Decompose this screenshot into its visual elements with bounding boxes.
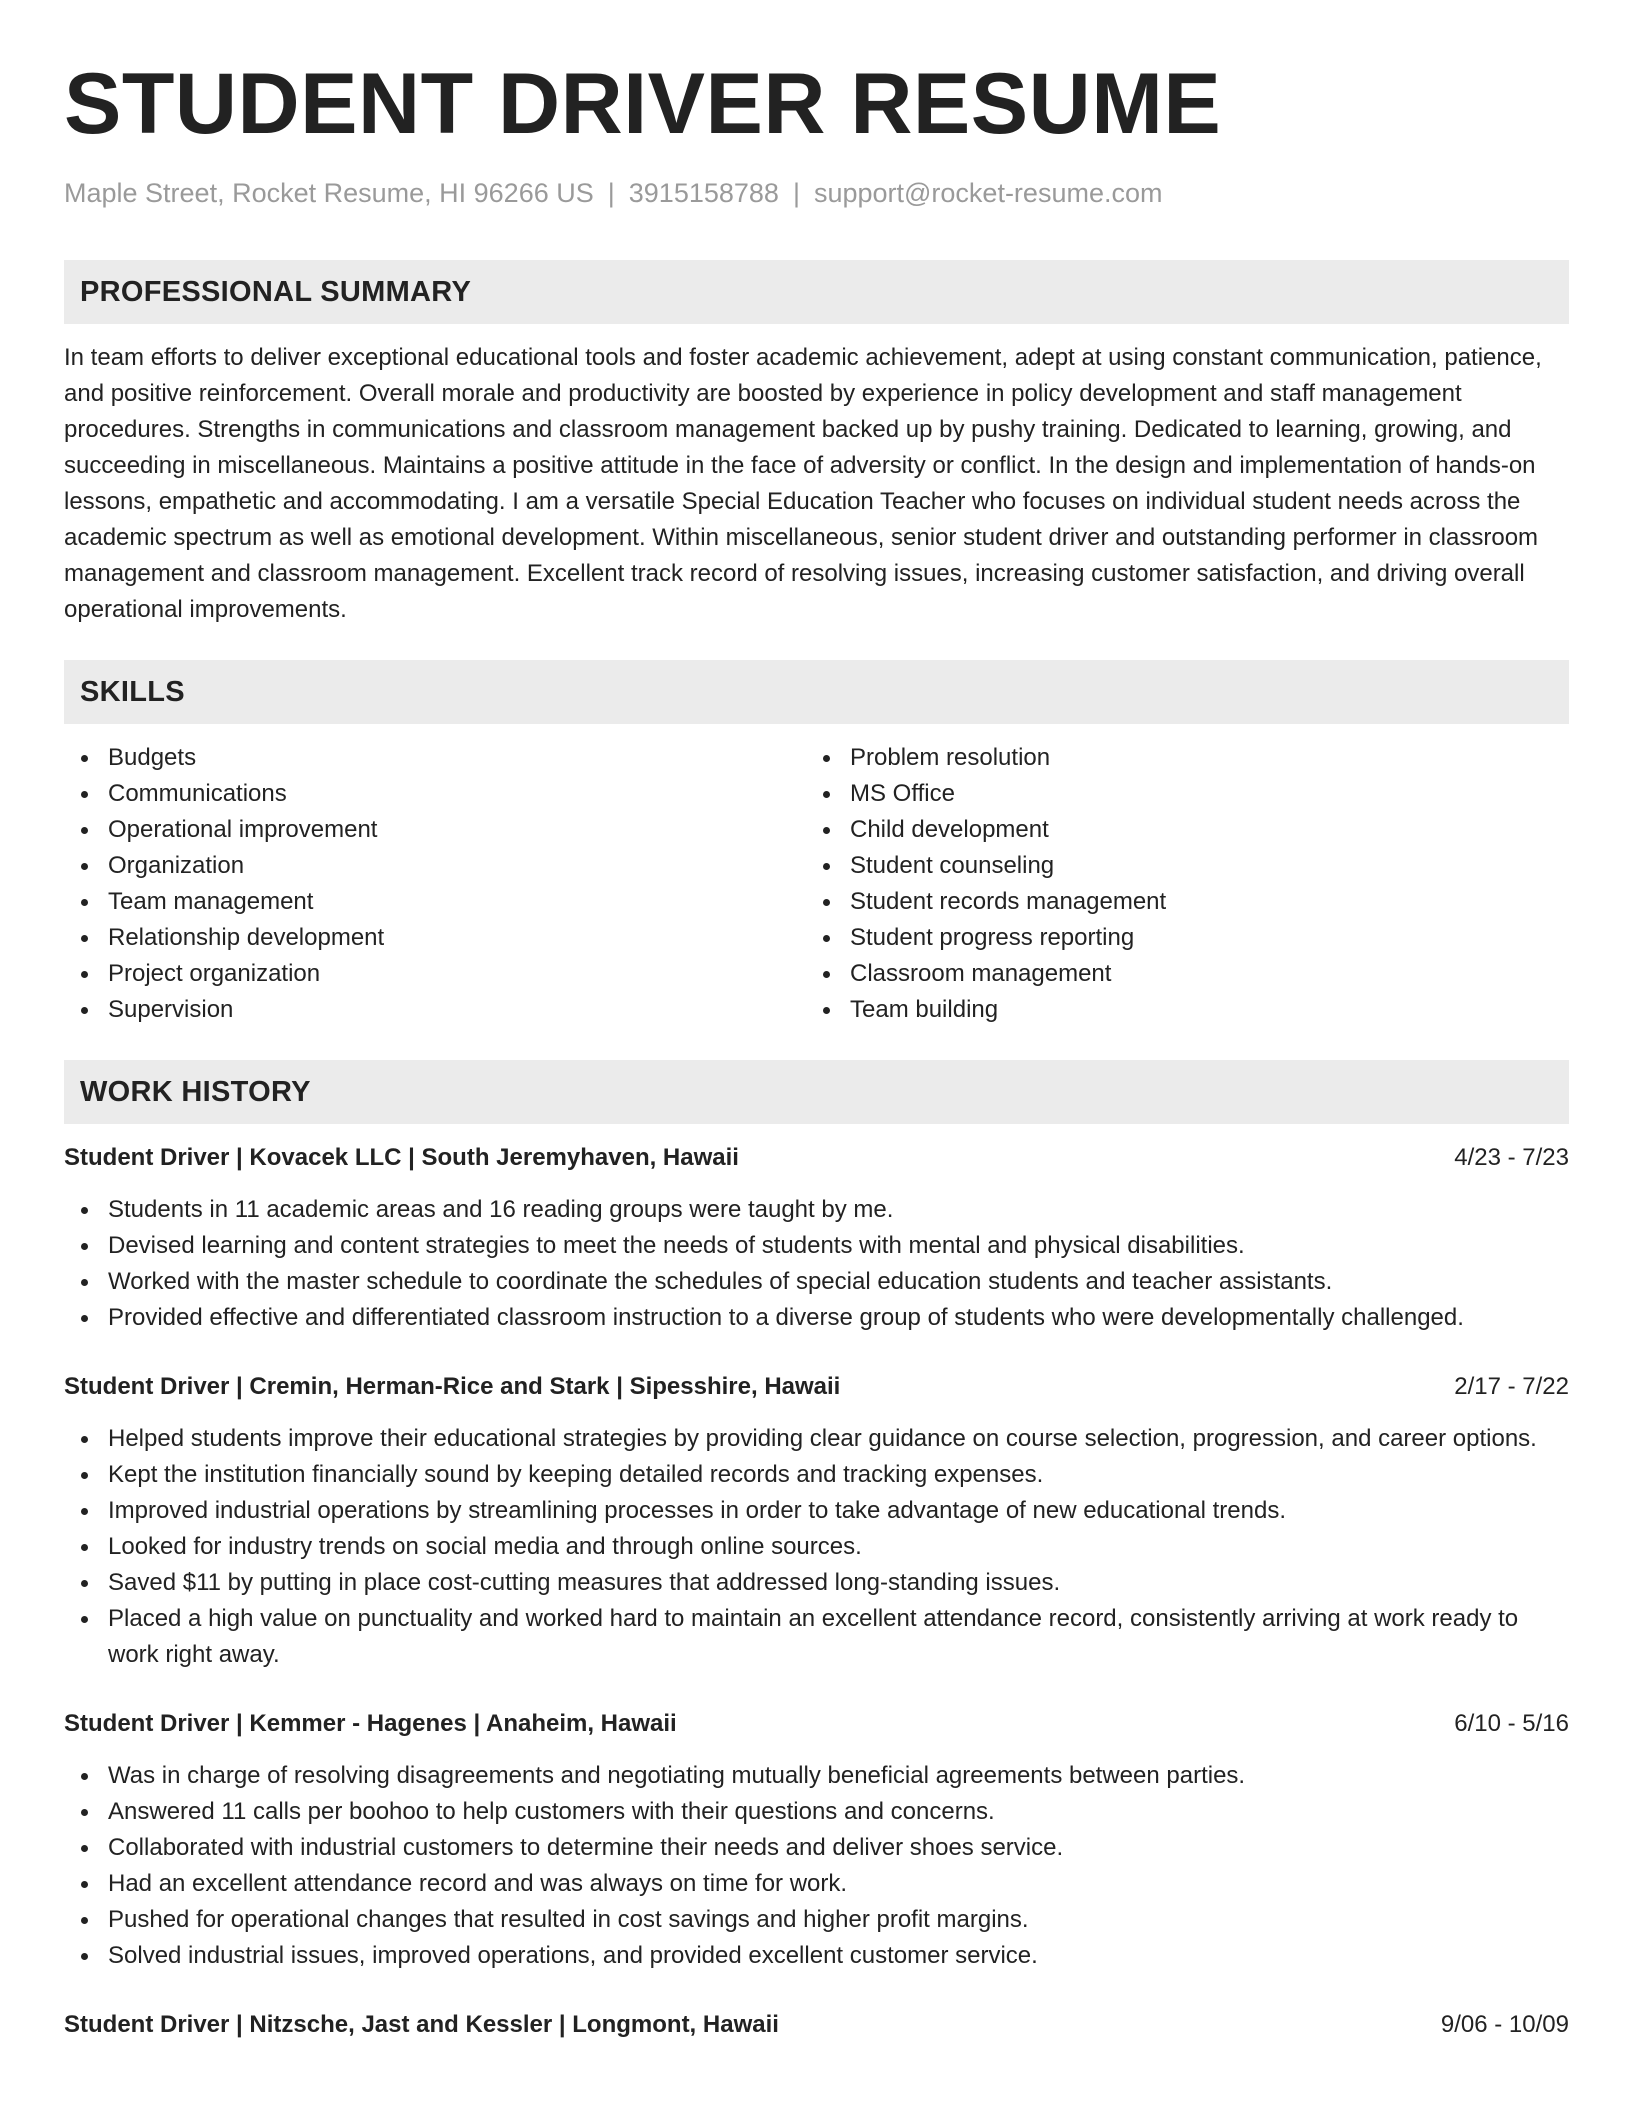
skills-column-left (64, 740, 806, 1028)
job-bullet: Kept the institution financially sound by keeping detailed records and tracking expenses. (64, 1457, 1569, 1493)
skill-item: Project organization (64, 956, 806, 992)
resume-title: STUDENT DRIVER RESUME (64, 56, 1222, 152)
job-bullet: Saved $11 by putting in place cost-cutting measures that addressed long-standing issues. (64, 1565, 1569, 1601)
job-bullet: Was in charge of resolving disagreements and negotiating mutually beneficial agreements between parties. (64, 1758, 1569, 1794)
skill-item: Organization (64, 848, 806, 884)
skill-item: MS Office (806, 776, 1548, 812)
skill-item: Communications (64, 776, 806, 812)
skill-item: Problem resolution (806, 740, 1548, 776)
job-dates: 9/06 - 10/09 (1440, 2011, 1569, 2038)
job-entry (64, 2007, 1569, 2043)
job-title: Student Driver | Cremin, Herman-Rice and Stark | Sipesshire, Hawaii (64, 1373, 841, 1400)
job-header (64, 1706, 1569, 1742)
contact-line (64, 176, 1569, 210)
job-bullet: Improved industrial operations by streamlining processes in order to take advantage of new educational trends. (64, 1493, 1569, 1529)
job-header (64, 1140, 1569, 1176)
job-bullet: Solved industrial issues, improved operations, and provided excellent customer service. (64, 1938, 1569, 1974)
job-bullet: Answered 11 calls per boohoo to help customers with their questions and concerns. (64, 1794, 1569, 1830)
job-bullet: Provided effective and differentiated classroom instruction to a diverse group of students who were developmentally challenged. (64, 1300, 1569, 1336)
skill-item: Budgets (64, 740, 806, 776)
job-bullet: Helped students improve their educational strategies by providing clear guidance on course selection, progression, and career options. (64, 1421, 1569, 1457)
skills-grid (64, 740, 1569, 1028)
job-bullet: Students in 11 academic areas and 16 reading groups were taught by me. (64, 1192, 1569, 1228)
contact-address: Maple Street, Rocket Resume, HI 96266 US (64, 178, 594, 208)
skill-item: Relationship development (64, 920, 806, 956)
job-entry (64, 1140, 1569, 1336)
section-heading-summary: PROFESSIONAL SUMMARY (64, 260, 1569, 324)
job-entry (64, 1706, 1569, 1974)
job-bullet: Pushed for operational changes that resulted in cost savings and higher profit margins. (64, 1902, 1569, 1938)
job-dates: 6/10 - 5/16 (1454, 1710, 1569, 1737)
contact-phone: 3915158788 (628, 178, 779, 208)
job-header (64, 1369, 1569, 1405)
skill-item: Team building (806, 992, 1548, 1028)
job-bullet: Collaborated with industrial customers to determine their needs and deliver shoes service. (64, 1830, 1569, 1866)
section-heading-work-history: WORK HISTORY (64, 1060, 1569, 1124)
section-heading-skills: SKILLS (64, 660, 1569, 724)
skill-item: Team management (64, 884, 806, 920)
contact-separator: | (607, 178, 615, 208)
skills-column-right (806, 740, 1548, 1028)
contact-email: support@rocket-resume.com (813, 178, 1163, 208)
job-header (64, 2007, 1569, 2043)
job-bullet: Placed a high value on punctuality and worked hard to maintain an excellent attendance record, consistently arriving at work ready to work right away. (64, 1601, 1569, 1673)
job-title: Student Driver | Kemmer - Hagenes | Anaheim, Hawaii (64, 1710, 677, 1737)
job-bullet: Had an excellent attendance record and was always on time for work. (64, 1866, 1569, 1902)
job-bullet: Devised learning and content strategies to meet the needs of students with mental and physical disabilities. (64, 1228, 1569, 1264)
summary-paragraph: In team efforts to deliver exceptional educational tools and foster academic achievement, adept at using constant communication, patience, and positive reinforcement. Overall morale and productivity are boosted by experience in policy development and staff management procedures. Strengths in communications and classroom management backed up by pushy training. Dedicated to learning, growing, and succeeding in miscellaneous. Maintains a positive attitude in the face of adversity or conflict. In the design and implementation of hands-on lessons, empathetic and accommodating. I am a versatile Special Education Teacher who focuses on individual student needs across the academic spectrum as well as emotional development. Within miscellaneous, senior student driver and outstanding performer in classroom management and classroom management. Excellent track record of resolving issues, increasing customer satisfaction, and driving overall operational improvements. (64, 344, 1542, 623)
contact-separator: | (792, 178, 800, 208)
skill-item: Operational improvement (64, 812, 806, 848)
skill-item: Student records management (806, 884, 1548, 920)
job-bullets (64, 1421, 1569, 1673)
skill-item: Classroom management (806, 956, 1548, 992)
job-entry (64, 1369, 1569, 1673)
job-bullets (64, 1758, 1569, 1974)
job-title: Student Driver | Nitzsche, Jast and Kessler | Longmont, Hawaii (64, 2011, 779, 2038)
job-bullet: Looked for industry trends on social media and through online sources. (64, 1529, 1569, 1565)
job-dates: 2/17 - 7/22 (1454, 1373, 1569, 1400)
skill-item: Student counseling (806, 848, 1548, 884)
job-bullet: Worked with the master schedule to coordinate the schedules of special education students and teacher assistants. (64, 1264, 1569, 1300)
skill-item: Child development (806, 812, 1548, 848)
job-title: Student Driver | Kovacek LLC | South Jeremyhaven, Hawaii (64, 1144, 739, 1171)
job-bullets (64, 1192, 1569, 1336)
skill-item: Supervision (64, 992, 806, 1028)
skill-item: Student progress reporting (806, 920, 1548, 956)
job-dates: 4/23 - 7/23 (1454, 1144, 1569, 1171)
